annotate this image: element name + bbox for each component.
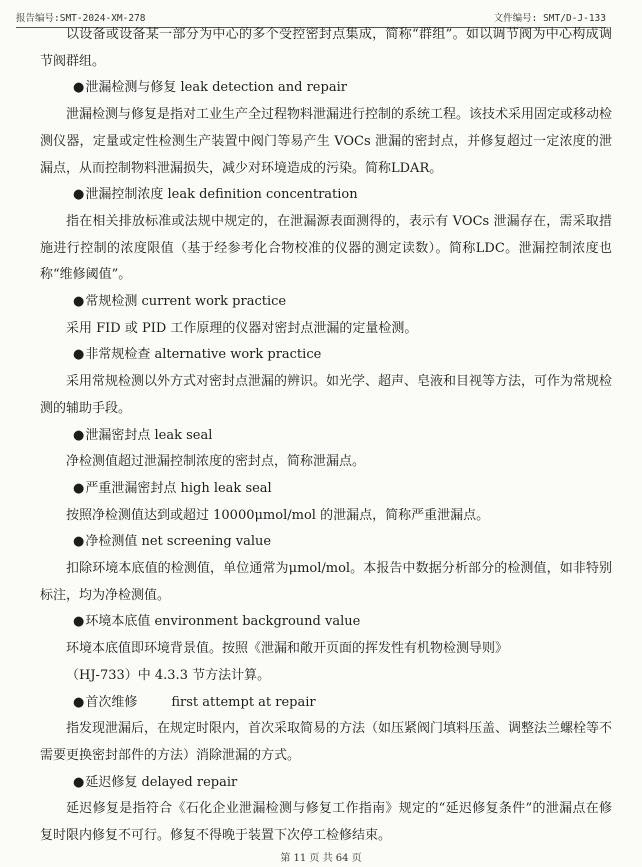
intro-paragraph: 以设备或设备某一部分为中心的多个受控密封点集成，简称“群组”。如以调节阀为中心构成调节阀群组。 [40, 27, 612, 69]
definition-delayed-repair: 延迟修复是指符合《石化企业泄漏检测与修复工作指南》规定的“延迟修复条件”的泄漏点在修复时限内修复不可行。修复不得晚于装置下次停工检修结束。 [40, 801, 612, 844]
bullet-icon: ● [73, 347, 85, 363]
bullet-icon: ● [73, 480, 85, 496]
definition-current-work-practice: 采用 FID 或 PID 工作原理的仪器对密封点泄漏的定量检测。 [66, 320, 418, 336]
definition-environment-background-value-cont: （HJ-733）中 4.3.3 节方法计算。 [66, 667, 271, 683]
bullet-icon: ● [73, 614, 85, 630]
bullet-icon: ● [73, 80, 85, 96]
term-environment-background-value: ●环境本底值 environment background value [73, 614, 361, 630]
bullet-icon: ● [73, 427, 85, 443]
document-body [40, 22, 612, 850]
definition-alternative-work-practice: 采用常规检测以外方式对密封点泄漏的辨识。如光学、超声、皂液和目视等方法，可作为常规检测的辅助手段。 [40, 374, 613, 416]
term-ldar: ●泄漏检测与修复 leak detection and repair [73, 80, 347, 96]
page-number: 第 11 页 共 64 页 [280, 853, 362, 864]
term-ldc: ●泄漏控制浓度 leak definition concentration [73, 187, 358, 203]
term-current-work-practice: ●常规检测 current work practice [73, 294, 287, 310]
term-high-leak-seal: ●严重泄漏密封点 high leak seal [73, 480, 272, 496]
report-number: 报告编号:SMT-2024-XM-278 [16, 13, 146, 24]
bullet-icon: ● [73, 694, 85, 710]
definition-first-attempt-at-repair: 指发现泄漏后，在规定时限内，首次采取简易的方法（如压紧阀门填料压盖、调整法兰螺栓等不需要更换密封部件的方法）消除泄漏的方式。 [40, 721, 613, 763]
bullet-icon: ● [73, 187, 85, 203]
definition-leak-seal: 净检测值超过泄漏控制浓度的密封点，简称泄漏点。 [66, 454, 366, 470]
definition-net-screening-value: 扣除环境本底值的检测值，单位通常为μmol/mol。本报告中数据分析部分的检测值，如非特别标注，均为净检测值。 [40, 561, 612, 603]
term-net-screening-value: ●净检测值 net screening value [73, 534, 272, 550]
term-alternative-work-practice: ●非常规检查 alternative work practice [73, 347, 322, 363]
bullet-icon: ● [73, 534, 85, 550]
term-leak-seal: ●泄漏密封点 leak seal [73, 427, 213, 443]
definition-high-leak-seal: 按照净检测值达到或超过 10000μmol/mol 的泄漏点，简称严重泄漏点。 [66, 507, 490, 523]
file-number: 文件编号: SMT/D-J-133 [493, 13, 606, 24]
definition-ldar: 泄漏检测与修复是指对工业生产全过程物料泄漏进行控制的系统工程。该技术采用固定或移动检测仪器，定量或定性检测生产装置中阀门等易产生 VOCs 泄漏的密封点，并修复超过一定浓度的泄漏点，从而控制物料泄漏损失，减少对环境造成的污染。简称LDAR。 [40, 107, 613, 176]
term-first-attempt-at-repair: ●首次维修 first attempt at repair [73, 694, 316, 710]
term-delayed-repair: ●延迟修复 delayed repair [73, 774, 238, 790]
definition-environment-background-value: 环境本底值即环境背景值。按照《泄漏和敞开页面的挥发性有机物检测导则》 [66, 641, 509, 657]
definition-ldc: 指在相关排放标准或法规中规定的，在泄漏源表面测得的，表示有 VOCs 泄漏存在，需采取措施进行控制的浓度限值（基于经参考化合物校准的仪器的测定读数）。简称LDC。泄漏控制浓度也称“维修阈值”。 [40, 213, 612, 283]
bullet-icon: ● [73, 294, 85, 310]
bullet-icon: ● [73, 774, 85, 790]
